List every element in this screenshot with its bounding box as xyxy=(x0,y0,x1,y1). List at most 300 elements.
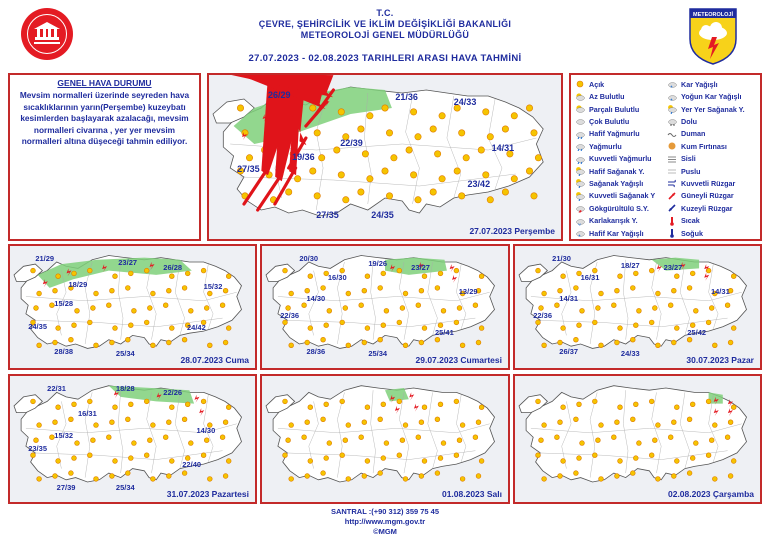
sun-icon xyxy=(378,286,383,291)
sun-icon xyxy=(169,274,174,279)
sun-icon xyxy=(166,288,171,293)
legend-label: Yoğun Kar Yağışlı xyxy=(681,92,742,102)
sun-icon xyxy=(652,438,657,443)
sun-icon xyxy=(343,197,349,203)
sun-icon xyxy=(687,417,692,422)
sun-icon xyxy=(555,435,560,440)
sun-icon xyxy=(671,420,676,425)
sun-icon xyxy=(113,459,118,464)
turkey-map xyxy=(262,376,508,502)
sun-icon xyxy=(365,274,370,279)
sun-icon xyxy=(53,420,58,425)
header-ministry: ÇEVRE, ŞEHİRCİLİK VE İKLİM DEĞİŞİKLİĞİ BAKANLIĞI xyxy=(258,19,512,29)
sun-icon xyxy=(435,471,440,476)
sun-icon xyxy=(365,459,370,464)
sun-icon xyxy=(410,109,416,115)
sun-icon xyxy=(439,176,445,182)
sun-icon xyxy=(574,417,579,422)
sun-icon xyxy=(422,459,427,464)
sun-icon xyxy=(362,151,368,157)
sun-icon xyxy=(487,197,493,203)
temperature-label: 22/36 xyxy=(280,311,300,321)
sun-icon xyxy=(87,320,92,325)
sun-icon xyxy=(454,320,459,325)
legend-label: Yer Yer Sağanak Y. xyxy=(681,104,745,114)
sun-icon xyxy=(656,423,661,428)
sun-icon xyxy=(542,291,547,296)
sun-icon xyxy=(561,405,566,410)
temperature-label: 23/42 xyxy=(467,178,491,189)
sun-icon xyxy=(185,271,190,276)
legend-label: Çok Bulutlu xyxy=(589,116,630,126)
sun-icon xyxy=(674,326,679,331)
arrow-red-icon xyxy=(667,191,677,201)
sun-cloud-icon xyxy=(575,104,585,114)
sun-icon xyxy=(637,308,642,313)
sun-icon xyxy=(457,306,462,311)
sun-icon xyxy=(611,435,616,440)
temperature-label: 23/35 xyxy=(28,443,47,453)
sun-icon xyxy=(542,343,547,348)
sun-icon xyxy=(574,286,579,291)
sun-icon xyxy=(403,291,408,296)
sun-icon xyxy=(687,286,692,291)
dust-icon xyxy=(667,141,677,151)
sun-icon xyxy=(558,288,563,293)
sun-icon xyxy=(302,303,307,308)
legend-item xyxy=(667,79,718,90)
sun-icon xyxy=(110,288,115,293)
sun-icon xyxy=(53,474,58,479)
legend-label: Hafif Sağanak Y. xyxy=(589,166,645,176)
sun-icon xyxy=(577,323,582,328)
sun-icon xyxy=(327,441,332,446)
sun-icon xyxy=(460,343,465,348)
temperature-label: 25/34 xyxy=(368,349,388,359)
sun-icon xyxy=(536,268,541,273)
sun-icon xyxy=(302,435,307,440)
sun-icon xyxy=(201,453,206,458)
svg-text:*: * xyxy=(670,85,673,90)
sun-icon xyxy=(346,423,351,428)
sun-icon xyxy=(314,130,320,136)
sun-icon xyxy=(378,417,383,422)
sun-icon xyxy=(397,399,402,404)
sun-icon xyxy=(438,456,443,461)
sun-icon xyxy=(289,291,294,296)
sun-icon xyxy=(731,405,736,410)
sun-icon xyxy=(630,337,635,342)
sun-icon xyxy=(709,438,714,443)
temperature-label: 16/30 xyxy=(327,273,347,283)
sun-icon xyxy=(656,343,661,348)
sun-icon xyxy=(561,459,566,464)
sun-icon xyxy=(310,105,316,111)
sun-icon xyxy=(201,268,206,273)
cold-icon xyxy=(667,228,677,238)
sun-icon xyxy=(531,130,537,136)
sun-icon xyxy=(166,340,171,345)
temperature-label: 27/35 xyxy=(237,164,260,175)
legend-label: Parçalı Bulutlu xyxy=(589,104,640,114)
sun-icon xyxy=(690,271,695,276)
sun-icon xyxy=(151,423,156,428)
sun-icon xyxy=(310,168,316,174)
sun-icon xyxy=(633,402,638,407)
sun-icon xyxy=(358,126,364,132)
sun-icon xyxy=(113,326,118,331)
temperature-label: 25/41 xyxy=(434,328,454,338)
legend-label: Karlakarışık Y. xyxy=(589,216,638,226)
footer-copyright: ©MGM xyxy=(373,527,397,536)
sun-icon xyxy=(391,155,397,161)
map-day-7 xyxy=(513,374,762,504)
legend-item xyxy=(575,203,649,214)
sun-icon xyxy=(338,109,344,115)
sun-icon xyxy=(542,477,547,482)
sun-icon xyxy=(487,134,493,140)
sun-icon xyxy=(671,474,676,479)
wind-icon xyxy=(667,178,677,188)
sun-icon xyxy=(308,459,313,464)
legend-item xyxy=(667,104,745,115)
sun-icon xyxy=(615,420,620,425)
sun-icon xyxy=(319,155,325,161)
legend-label: Dolu xyxy=(681,116,697,126)
smoke-icon xyxy=(667,129,677,139)
temperature-label: 18/28 xyxy=(115,384,135,394)
sun-icon xyxy=(289,477,294,482)
sun-icon xyxy=(147,438,152,443)
sun-icon xyxy=(473,303,478,308)
sun-icon xyxy=(56,326,61,331)
sun-icon xyxy=(223,288,228,293)
sun-icon xyxy=(434,151,440,157)
legend-label: Açık xyxy=(589,79,605,89)
sun-icon xyxy=(580,308,585,313)
sun-icon xyxy=(558,474,563,479)
temperature-label: 25/42 xyxy=(687,328,707,338)
arrow-blue-icon xyxy=(667,203,677,213)
map-date: 02.08.2023 Çarşamba xyxy=(667,489,754,499)
sun-icon xyxy=(226,326,231,331)
rain-icon xyxy=(575,129,585,139)
sun-icon xyxy=(611,303,616,308)
sun-icon xyxy=(731,274,736,279)
legend-item xyxy=(667,153,696,164)
temperature-label: 14/30 xyxy=(196,425,216,435)
sun-icon xyxy=(712,477,717,482)
sun-icon xyxy=(459,193,465,199)
sun-icon xyxy=(483,172,489,178)
sun-icon xyxy=(151,477,156,482)
sun-icon xyxy=(561,326,566,331)
legend-label: Soğuk xyxy=(681,228,703,238)
sun-icon xyxy=(113,274,118,279)
sun-icon xyxy=(321,417,326,422)
sun-icon xyxy=(419,474,424,479)
sun-icon xyxy=(125,286,130,291)
sun-icon xyxy=(237,105,243,111)
sun-icon xyxy=(201,399,206,404)
sun-icon xyxy=(438,271,443,276)
sun-icon xyxy=(476,340,481,345)
sun-icon xyxy=(633,323,638,328)
legend-item xyxy=(667,129,705,140)
sun-icon xyxy=(430,126,436,132)
temperature-label: 21/29 xyxy=(35,254,55,264)
legend-label: Az Bulutlu xyxy=(589,92,625,102)
sun-icon xyxy=(128,456,133,461)
sun-icon xyxy=(435,417,440,422)
map-day-2 xyxy=(8,244,257,370)
map-day-6 xyxy=(260,374,510,504)
sun-icon xyxy=(246,155,252,161)
sun-icon xyxy=(539,438,544,443)
legend-item xyxy=(575,166,644,177)
sun-icon xyxy=(185,402,190,407)
sun-icon xyxy=(415,134,421,140)
sun-icon xyxy=(362,340,367,345)
sun-icon xyxy=(706,453,711,458)
sun-icon xyxy=(283,320,288,325)
sun-icon xyxy=(558,420,563,425)
sun-icon xyxy=(334,147,340,153)
legend-label: Sağanak Yağışlı xyxy=(589,178,644,188)
sun-icon xyxy=(633,456,638,461)
legend-label: Sisli xyxy=(681,154,696,164)
sun-icon xyxy=(283,399,288,404)
sun-icon xyxy=(637,441,642,446)
sun-icon xyxy=(690,323,695,328)
temperature-label: 24/35 xyxy=(371,210,394,220)
sun-icon xyxy=(615,288,620,293)
temperature-label: 26/29 xyxy=(268,90,291,100)
temperature-label: 15/32 xyxy=(54,430,74,440)
sun-icon xyxy=(286,306,291,311)
sun-icon xyxy=(327,308,332,313)
temperature-label: 15/28 xyxy=(54,299,74,309)
sun-icon xyxy=(31,399,36,404)
sun-icon xyxy=(439,113,445,119)
legend-item xyxy=(575,91,625,102)
legend-label: Kum Fırtınası xyxy=(681,141,727,151)
sun-icon xyxy=(633,271,638,276)
sun-icon xyxy=(592,399,597,404)
legend-item xyxy=(667,228,703,239)
sun-icon xyxy=(166,420,171,425)
svg-text:*/: */ xyxy=(578,221,581,226)
sun-icon xyxy=(132,308,137,313)
sun-icon xyxy=(128,402,133,407)
sun-icon xyxy=(166,474,171,479)
map-date: 30.07.2023 Pazar xyxy=(686,355,754,365)
sun-icon xyxy=(358,189,364,195)
sun-icon xyxy=(575,79,585,89)
sun-icon xyxy=(386,130,392,136)
sun-icon xyxy=(574,337,579,342)
legend-item xyxy=(667,191,734,202)
sun-icon xyxy=(706,320,711,325)
map-date: 29.07.2023 Cumartesi xyxy=(415,355,502,365)
legend-item xyxy=(575,215,638,226)
sun-icon xyxy=(630,417,635,422)
sun-icon xyxy=(671,340,676,345)
header-line1: T.C. xyxy=(376,8,394,18)
legend-label: Hafif Yağmurlu xyxy=(589,129,640,139)
sun-icon xyxy=(687,471,692,476)
sun-icon xyxy=(94,343,99,348)
sun-icon xyxy=(110,420,115,425)
sun-icon xyxy=(87,399,92,404)
legend-label: Kuvvetli Yağmurlu xyxy=(589,154,652,164)
sun-icon xyxy=(397,320,402,325)
temperature-label: 23/27 xyxy=(663,262,683,272)
rain-icon xyxy=(575,141,585,151)
sun-icon xyxy=(403,423,408,428)
sun-icon xyxy=(182,286,187,291)
sun-icon xyxy=(223,474,228,479)
temperature-label: 22/26 xyxy=(163,387,183,397)
sun-icon xyxy=(728,340,733,345)
sun-icon xyxy=(577,402,582,407)
sun-icon xyxy=(502,189,508,195)
sun-icon xyxy=(381,456,386,461)
sun-icon xyxy=(367,176,373,182)
sun-icon xyxy=(382,105,388,111)
sun-icon xyxy=(454,399,459,404)
sun-icon xyxy=(151,291,156,296)
header-date-range: 27.07.2023 - 02.08.2023 TARIHLERI ARASI HAVA TAHMİNİ xyxy=(248,53,522,64)
sun-icon xyxy=(69,337,74,342)
sun-icon xyxy=(163,303,168,308)
legend-item xyxy=(575,129,640,140)
legend-label: Hafif Kar Yağışlı xyxy=(589,228,644,238)
sun-icon xyxy=(69,471,74,476)
legend-label: Kar Yağışlı xyxy=(681,79,718,89)
legend-label: Yağmurlu xyxy=(589,141,622,151)
sun-icon xyxy=(479,459,484,464)
sun-icon xyxy=(359,435,364,440)
sun-icon xyxy=(72,456,77,461)
turkey-map xyxy=(515,376,760,502)
map-day-4 xyxy=(513,244,762,370)
legend-item xyxy=(667,91,741,102)
sun-icon xyxy=(690,402,695,407)
sun-icon xyxy=(308,274,313,279)
sun-icon xyxy=(618,459,623,464)
sun-icon xyxy=(367,113,373,119)
sun-icon xyxy=(731,459,736,464)
footer-url[interactable]: http://www.mgm.gov.tr xyxy=(344,517,426,526)
legend-item xyxy=(575,178,643,189)
sun-icon xyxy=(37,423,42,428)
sun-icon xyxy=(321,286,326,291)
sun-icon xyxy=(668,435,673,440)
sun-icon xyxy=(419,420,424,425)
sun-icon xyxy=(365,326,370,331)
legend-item xyxy=(667,203,733,214)
map-date: 31.07.2023 Pazartesi xyxy=(166,489,249,499)
sun-icon xyxy=(460,423,465,428)
sun-icon xyxy=(87,453,92,458)
temperature-label: 28/36 xyxy=(306,347,326,357)
sun-icon xyxy=(324,323,329,328)
sun-icon xyxy=(182,337,187,342)
sun-icon xyxy=(542,423,547,428)
sun-icon xyxy=(615,474,620,479)
sun-icon xyxy=(555,303,560,308)
sun-icon xyxy=(144,268,149,273)
sun-icon xyxy=(690,456,695,461)
sun-icon xyxy=(473,435,478,440)
temperature-label: 19/26 xyxy=(368,259,388,269)
sun-icon xyxy=(416,303,421,308)
sun-icon xyxy=(536,320,541,325)
sun-icon xyxy=(94,477,99,482)
sun-icon xyxy=(419,340,424,345)
sun-icon xyxy=(223,420,228,425)
snow-icon xyxy=(667,92,677,102)
sun-icon xyxy=(362,474,367,479)
temperature-label: 19/36 xyxy=(292,152,315,163)
sun-icon xyxy=(110,340,115,345)
sun-icon xyxy=(31,268,36,273)
sun-icon xyxy=(308,326,313,331)
sun-icon xyxy=(91,438,96,443)
map-date: 27.07.2023 Perşembe xyxy=(469,226,555,236)
haze-icon xyxy=(667,166,677,176)
temperature-label: 21/30 xyxy=(552,254,571,264)
sun-icon xyxy=(207,477,212,482)
sun-icon xyxy=(53,288,58,293)
sun-icon xyxy=(289,423,294,428)
sun-icon xyxy=(110,474,115,479)
sun-icon xyxy=(422,326,427,331)
sun-icon xyxy=(438,323,443,328)
sun-icon xyxy=(580,441,585,446)
sun-icon xyxy=(144,320,149,325)
sun-icon xyxy=(712,343,717,348)
temperature-label: 26/37 xyxy=(559,347,579,357)
legend-label: Gökgürültülü S.Y. xyxy=(589,203,649,213)
svg-text:*: * xyxy=(578,234,581,239)
sun-icon xyxy=(340,399,345,404)
sun-icon xyxy=(649,399,654,404)
sun-icon xyxy=(324,456,329,461)
sun-icon xyxy=(618,405,623,410)
legend-item xyxy=(575,228,644,239)
sun-icon xyxy=(381,271,386,276)
header xyxy=(0,0,770,70)
sun-icon xyxy=(305,340,310,345)
temperature-label: 14/31 xyxy=(491,142,515,153)
legend-label: Kuvvetli Rüzgar xyxy=(681,178,736,188)
sun-icon xyxy=(75,308,80,313)
sun-icon xyxy=(674,459,679,464)
legend-item xyxy=(667,215,700,226)
legend-item xyxy=(575,141,622,152)
shower-icon xyxy=(575,191,585,201)
sun-icon xyxy=(169,459,174,464)
sun-icon xyxy=(362,420,367,425)
temperature-label: 22/39 xyxy=(340,138,363,148)
sun-icon xyxy=(561,274,566,279)
sun-icon xyxy=(403,477,408,482)
sun-icon xyxy=(438,402,443,407)
rain-icon xyxy=(575,154,585,164)
temperature-label: 18/29 xyxy=(68,280,88,290)
